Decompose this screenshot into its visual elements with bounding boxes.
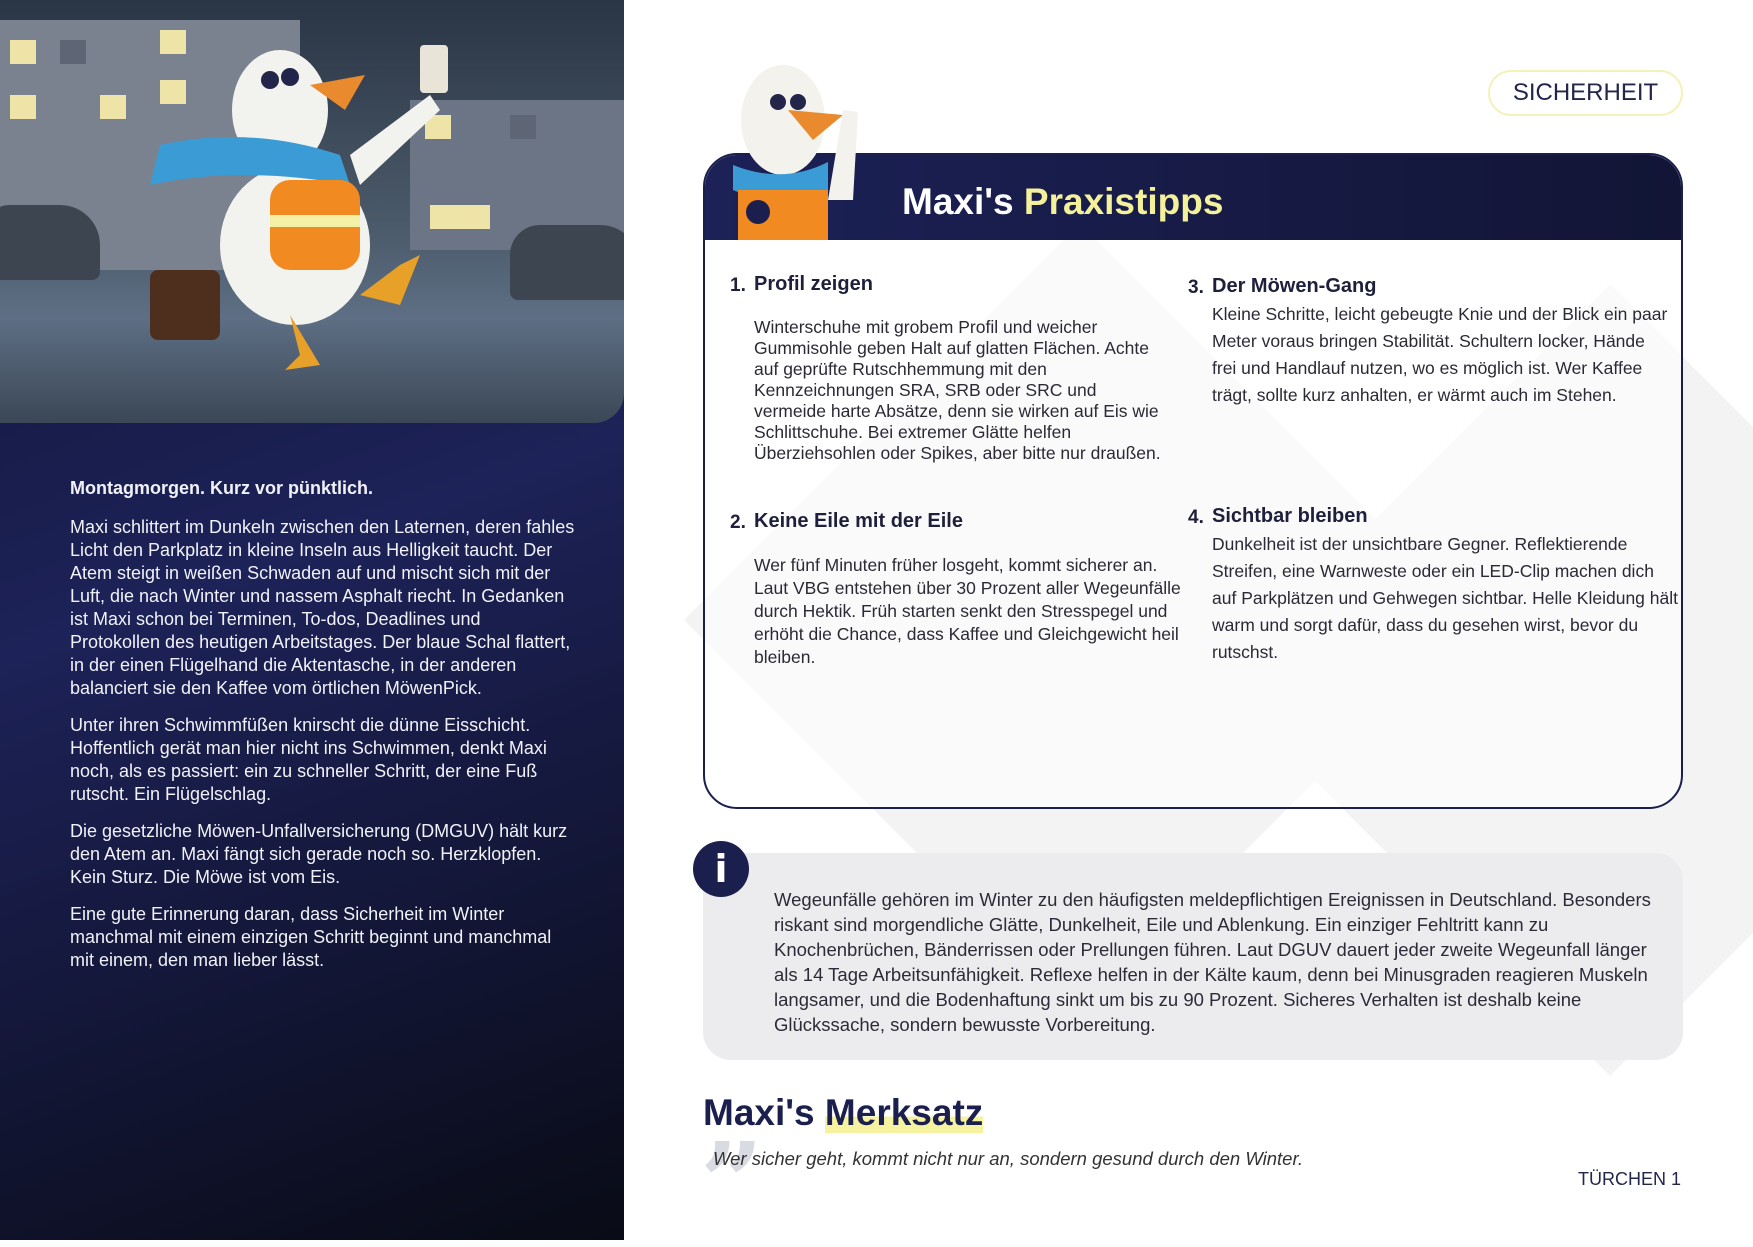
- tip-title: Der Möwen-Gang: [1212, 275, 1377, 297]
- story-paragraph: Maxi schlittert im Dunkeln zwischen den Laternen, deren fahles Licht den Parkplatz in kleine Inseln aus Helligkeit taucht. Der Atem steigt in weißen Schwaden auf und mischt sich mit der Luft, die nach Winter und nassem Asphalt riecht. In Gedanken ist Maxi schon bei Terminen, To-dos, Deadlines und Protokollen des heutigen Arbeitstages. Der blaue Schal flattert, in der einen Flügelhand die Aktentasche, in der anderen balanciert sie den Kaffee vom örtlichen MöwenPick.: [70, 517, 575, 698]
- story-paragraph: Die gesetzliche Möwen-Unfallversicherung (DMGUV) hält kurz den Atem an. Maxi fängt sich gerade noch so. Herzklopfen. Kein Sturz. Die Möwe ist vom Eis.: [70, 821, 568, 887]
- tip-text: Winterschuhe mit grobem Profil und weicher Gummisohle geben Halt auf glatten Flächen. Achte auf geprüfte Rutschhemmung mit den Kennzeichnungen SRA, SRB oder SRC und vermeide harte Absätze, denn sie wirken auf Eis wie Schlittschuhe. Bei extremer Glätte helfen Überziehsohlen oder Spikes, aber bitte nur draußen.: [754, 317, 1161, 463]
- story-lead: Montagmorgen. Kurz vor pünktlich.: [70, 478, 374, 498]
- tip-number: 2.: [730, 512, 746, 533]
- tip-title: Profil zeigen: [754, 273, 873, 295]
- tips-card: [703, 153, 1683, 809]
- tip-text: Dunkelheit ist der unsichtbare Gegner. Reflektierende Streifen, eine Warnweste oder ein LED-Clip machen dich auf Parkplätzen und Gehwegen sichtbar. Helle Kleidung hält warm und sorgt dafür, dass du gesehen wirst, bevor du rutschst.: [1212, 534, 1678, 662]
- merksatz-title-part: Maxi's: [703, 1092, 815, 1133]
- tip-text: Wer fünf Minuten früher losgeht, kommt sicherer an. Laut VBG entstehen über 30 Prozent aller Wegeunfälle durch Hektik. Früh starten senkt den Stresspegel und erhöht die Chance, dass Kaffee und Gleichgewicht heil bleiben.: [754, 555, 1181, 667]
- story-panel: [0, 0, 624, 1240]
- story-paragraph: Eine gute Erinnerung daran, dass Sicherheit im Winter manchmal mit einem einzigen Schritt beginnt und manchmal mit einem, den man lieber lässt.: [70, 904, 552, 970]
- tip-title: Keine Eile mit der Eile: [754, 510, 963, 532]
- tip-title: Sichtbar bleiben: [1212, 505, 1368, 527]
- story-paragraph: Unter ihren Schwimmfüßen knirscht die dünne Eisschicht. Hoffentlich gerät man hier nicht ins Schwimmen, denkt Maxi noch, als es passiert: ein zu schneller Schritt, der eine Fuß rutscht. Ein Flügelschlag.: [70, 715, 547, 804]
- tips-title: [902, 181, 1223, 223]
- quote-mark-icon: ”: [700, 1118, 764, 1247]
- merksatz-quote: Wer sicher geht, kommt nicht nur an, sondern gesund durch den Winter.: [713, 1148, 1304, 1169]
- story-text: [70, 477, 575, 986]
- illustration-seagull-parking-lot: [0, 0, 624, 423]
- tip-number: 3.: [1188, 277, 1204, 298]
- tip-number: 1.: [730, 275, 746, 296]
- info-icon: i: [693, 841, 749, 897]
- car: [0, 205, 100, 280]
- seagull-mascot-pointing: [718, 50, 888, 240]
- info-text: Wegeunfälle gehören im Winter zu den häufigsten meldepflichtigen Ereignissen in Deutschland. Besonders riskant sind morgendliche Glätte, Dunkelheit, Eile und Ablenkung. Ein einziger Fehltritt kann zu Knochenbrüchen, Bänderrissen oder Prellungen führen. Laut DGUV dauert jeder zweite Wegeunfall länger als 14 Tage Arbeitsunfähigkeit. Reflexe helfen in der Kälte kaum, denn bei Minusgraden reagieren Muskeln langsamer, und die Bodenhaftung sinkt um bis zu 90 Prozent. Sicheres Verhalten ist deshalb keine Glückssache, sondern bewusste Vorbereitung.: [774, 889, 1651, 1035]
- page-footer: TÜRCHEN 1: [1578, 1169, 1682, 1189]
- tip-text: Kleine Schritte, leicht gebeugte Knie und der Blick ein paar Meter voraus bringen Stabilität. Schultern locker, Hände frei und Handlauf nutzen, wo es möglich ist. Wer Kaffee trägt, sollte kurz anhalten, er wärmt auch im Stehen.: [1212, 304, 1668, 405]
- tips-title-highlight: Praxistipps: [1023, 181, 1224, 222]
- seagull-mascot: [120, 15, 500, 405]
- info-box: [703, 853, 1683, 1060]
- tip-number: 4.: [1188, 507, 1204, 528]
- tips-title-part: Maxi's: [902, 181, 1014, 222]
- category-badge: SICHERHEIT: [1488, 70, 1683, 116]
- car: [510, 225, 624, 300]
- merksatz-title-highlight: Merksatz: [824, 1092, 984, 1133]
